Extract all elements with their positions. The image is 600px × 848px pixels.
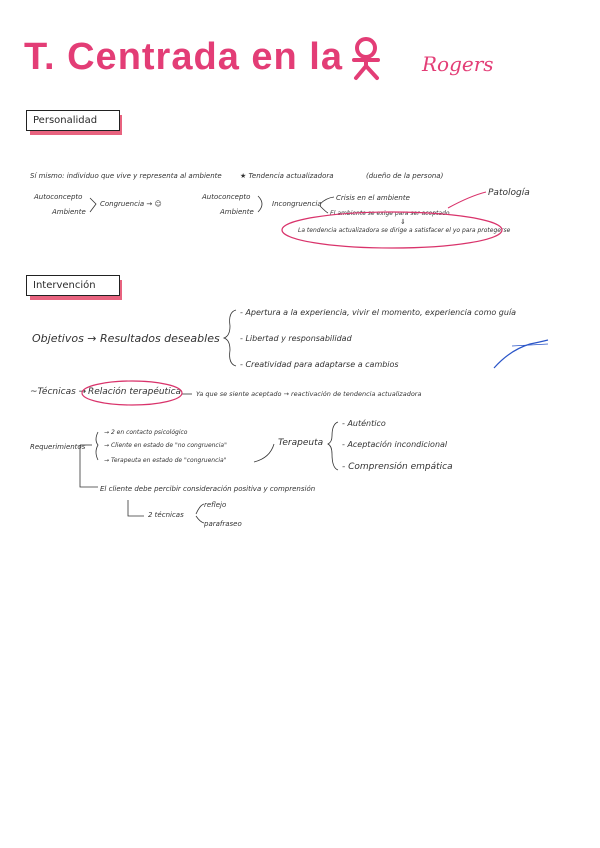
therapist-trait: - Auténtico	[342, 419, 386, 428]
branch-crisis: Crisis en el ambiente	[336, 194, 410, 202]
right-ambiente: Ambiente	[220, 208, 254, 216]
objective-item: - Apertura a la experiencia, vivir el momento, experiencia como guía	[240, 308, 517, 317]
left-ambiente: Ambiente	[52, 208, 86, 216]
self-definition: Sí mismo: individuo que vive y representa al ambiente	[30, 172, 222, 180]
therapist-trait: - Aceptación incondicional	[342, 440, 448, 449]
pathology-label: Patología	[488, 188, 530, 198]
objective-item: - Libertad y responsabilidad	[240, 334, 352, 343]
page-title: T. Centrada en la	[24, 36, 343, 78]
author-name: Rogers	[422, 52, 494, 76]
objectives-label: Objetivos → Resultados deseables	[32, 332, 220, 345]
actualizing-tendency: ★ Tendencia actualizadora	[240, 172, 334, 180]
client-requirement: El cliente debe percibir consideración positiva y comprensión	[100, 485, 316, 493]
section-heading-personalidad: Personalidad	[26, 110, 120, 131]
objective-item: - Creatividad para adaptarse a cambios	[240, 360, 399, 369]
branch-protection: La tendencia actualizadora se dirige a satisfacer el yo para protegerse	[298, 227, 511, 234]
right-autoconcepto: Autoconcepto	[202, 193, 251, 201]
congruence-result: Congruencia → ☺	[100, 200, 162, 208]
tecnicas-label: ~Técnicas →	[30, 387, 87, 397]
technique-item: reflejo	[204, 501, 227, 509]
therapist-label: Terapeuta	[278, 438, 324, 448]
therapist-trait: - Comprensión empática	[342, 462, 453, 472]
tecnicas-result: Ya que se siente aceptado → reactivación de tendencia actualizadora	[196, 390, 422, 398]
incongruence-result: Incongruencia	[272, 200, 322, 208]
branch-arrow: ⇓	[400, 218, 406, 226]
requirement-item: → 2 en contacto psicológico	[104, 429, 188, 436]
left-autoconcepto: Autoconcepto	[34, 193, 83, 201]
requirements-label: Requerimientos	[30, 443, 86, 451]
section-heading-intervencion: Intervención	[26, 275, 120, 296]
requirement-item: → Terapeuta en estado de "congruencia"	[104, 457, 227, 464]
techniques-sub: 2 técnicas	[148, 511, 184, 519]
technique-item: parafraseo	[204, 520, 242, 528]
actualizing-tendency-note: (dueño de la persona)	[366, 172, 444, 180]
branch-acceptance: El ambiente se exige para ser aceptado	[330, 210, 450, 217]
requirement-item: → Cliente en estado de "no congruencia"	[104, 442, 227, 449]
therapeutic-relation: Relación terapéutica	[88, 387, 182, 397]
